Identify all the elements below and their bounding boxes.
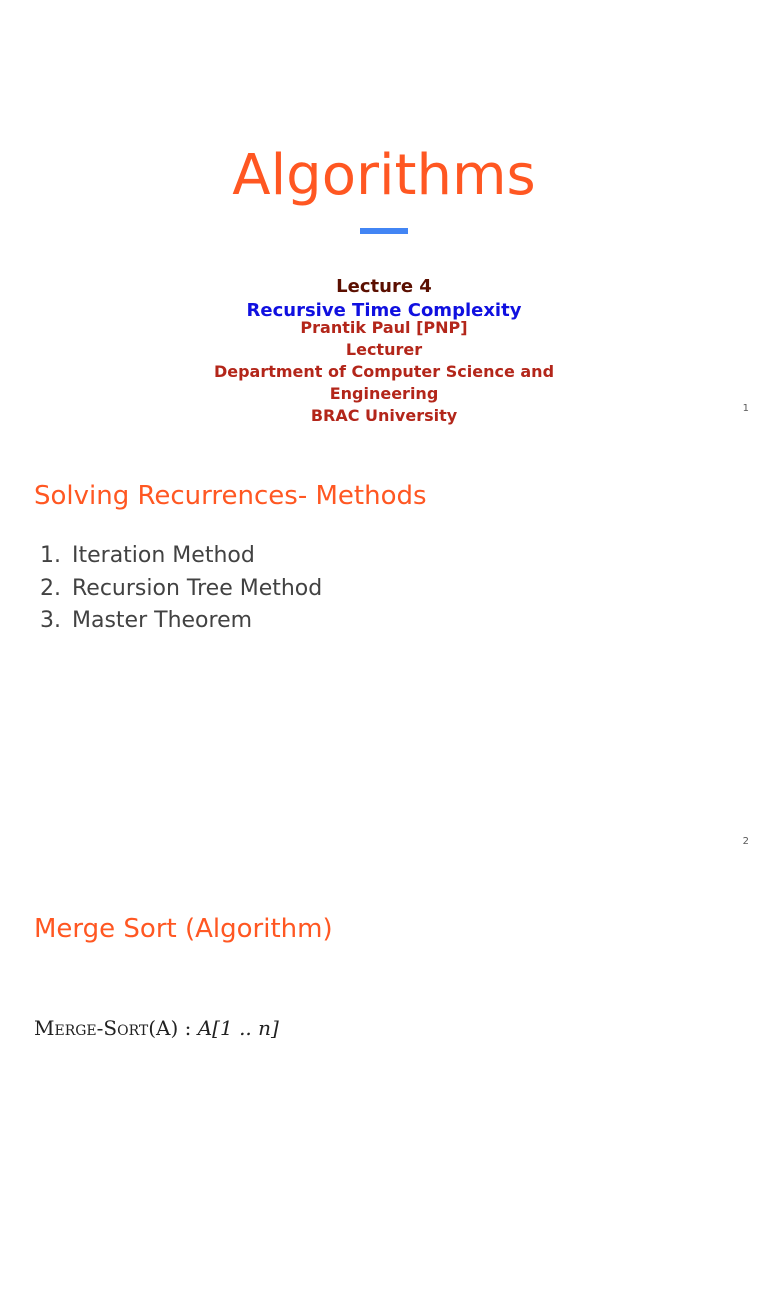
department-line-1: Department of Computer Science and <box>213 362 555 381</box>
author-role: Lecturer <box>345 340 423 359</box>
title-slide <box>0 0 768 432</box>
list-item <box>40 605 322 638</box>
list-item-number: 2. <box>40 575 61 601</box>
methods-slide <box>0 433 768 865</box>
list-item <box>40 573 322 606</box>
pseudocode-line <box>34 1016 279 1040</box>
lecture-topic: Recursive Time Complexity <box>246 300 522 321</box>
list-item-number: 1. <box>40 543 61 568</box>
merge-sort-slide <box>0 866 768 1298</box>
list-item-label: Master Theorem <box>72 608 253 633</box>
university-name: BRAC University <box>310 406 458 425</box>
page-number: 1 <box>742 403 749 414</box>
page-number: 2 <box>742 836 749 847</box>
lecture-info <box>0 275 768 427</box>
lecture-number: Lecture 4 <box>336 276 432 297</box>
array-range: A[1 .. n] <box>197 1016 279 1040</box>
list-item <box>40 540 322 573</box>
author-name: Prantik Paul [PNP] <box>300 318 468 337</box>
slide-heading: Solving Recurrences- Methods <box>34 481 427 511</box>
methods-list <box>40 540 322 638</box>
list-item-label: Iteration Method <box>72 543 255 568</box>
slide-title: Algorithms <box>232 143 536 208</box>
function-args: (A) : <box>148 1016 192 1040</box>
list-item-number: 3. <box>40 608 61 633</box>
function-name: Merge-Sort <box>34 1016 149 1040</box>
department-line-2: Engineering <box>329 384 439 403</box>
slide-heading: Merge Sort (Algorithm) <box>34 914 333 944</box>
list-item-label: Recursion Tree Method <box>72 575 323 601</box>
title-accent-bar <box>360 228 408 234</box>
